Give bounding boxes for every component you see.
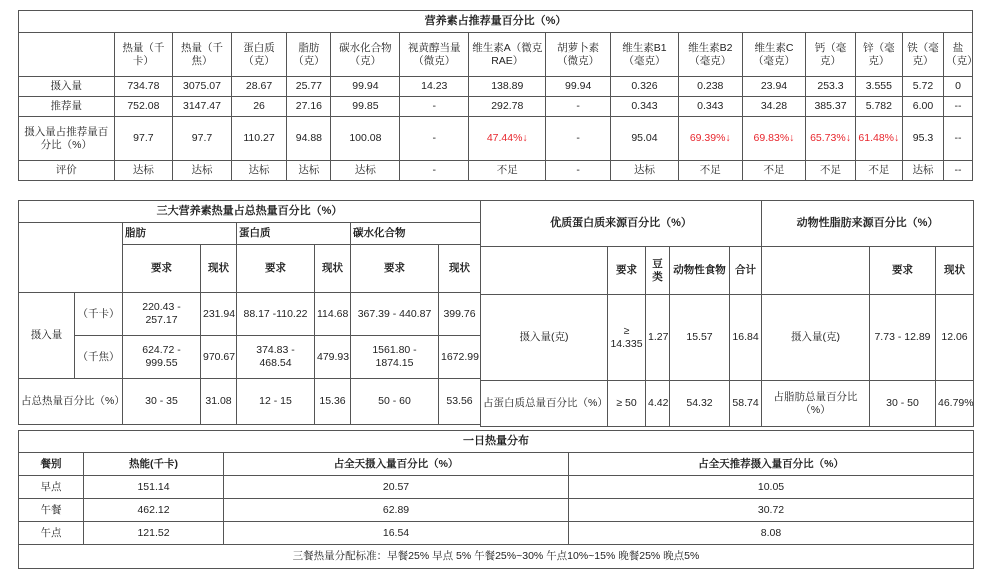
table-cell: 110.27: [231, 117, 287, 161]
table-cell: 95.3: [902, 117, 943, 161]
column-header: 盐（克）: [944, 33, 973, 77]
table-cell: 88.17 -110.22: [237, 293, 315, 336]
table-cell: 12.06: [936, 295, 974, 381]
table-cell: 达标: [902, 161, 943, 181]
column-header: 热量（千卡）: [114, 33, 173, 77]
header-energy: 热能(千卡): [84, 453, 224, 476]
table-cell: 4.42: [646, 381, 670, 427]
column-header: 胡萝卜素（微克）: [546, 33, 611, 77]
table-cell: 46.79%: [936, 381, 974, 427]
table-cell: 734.78: [114, 77, 173, 97]
table4-corner: [762, 247, 870, 295]
table3-title: 优质蛋白质来源百分比（%）: [481, 201, 762, 247]
table-cell: 69.39%↓: [678, 117, 742, 161]
table-row: [19, 499, 974, 522]
table-cell: -: [400, 117, 469, 161]
header-recommended-pct: 占全天推荐摄入量百分比（%）: [569, 453, 974, 476]
table-cell: 30 - 35: [123, 379, 201, 425]
table2-title: 三大营养素热量占总热量百分比（%）: [19, 201, 481, 223]
table-cell: 10.05: [569, 476, 974, 499]
table-cell: 99.85: [331, 97, 400, 117]
table-cell: 26: [231, 97, 287, 117]
header-beans: 豆类: [646, 247, 670, 295]
table-cell: 达标: [231, 161, 287, 181]
header-total: 合计: [730, 247, 762, 295]
table-cell: 达标: [173, 161, 232, 181]
table-cell: 752.08: [114, 97, 173, 117]
table-cell: 0: [944, 77, 973, 97]
table-cell: 367.39 - 440.87: [351, 293, 439, 336]
table-cell: 3075.07: [173, 77, 232, 97]
table-cell: 34.28: [742, 97, 806, 117]
kj-label: （千焦）: [75, 336, 123, 379]
column-header: 热量（千焦）: [173, 33, 232, 77]
table1-corner: [19, 33, 115, 77]
table-cell: 30.72: [569, 499, 974, 522]
header-animal: 动物性食物: [670, 247, 730, 295]
table-cell: 0.326: [611, 77, 679, 97]
table-cell: 97.7: [173, 117, 232, 161]
table-row: [19, 97, 973, 117]
header-cur: 现状: [439, 245, 481, 293]
table-cell: ≥ 50: [608, 381, 646, 427]
row-label: 摄入量: [19, 77, 115, 97]
table-cell: ≥ 14.335: [608, 295, 646, 381]
meal-name: 早点: [19, 476, 84, 499]
table-cell: 0.238: [678, 77, 742, 97]
table2-corner: [19, 223, 123, 293]
table-cell: 1.27: [646, 295, 670, 381]
column-header: 视黄醇当量（微克）: [400, 33, 469, 77]
column-header: 蛋白质（克）: [231, 33, 287, 77]
distribution-note: 三餐热量分配标准：早餐25% 早点 5% 午餐25%~30% 午点10%~15% 晚餐25% 晚点5%: [19, 545, 974, 569]
table-row: [19, 117, 973, 161]
table4-title: 动物性脂肪来源百分比（%）: [762, 201, 974, 247]
table-cell: 达标: [611, 161, 679, 181]
header-req: 要求: [237, 245, 315, 293]
table-cell: 462.12: [84, 499, 224, 522]
table-cell: 0.343: [678, 97, 742, 117]
table-row: [19, 161, 973, 181]
table-cell: 220.43 - 257.17: [123, 293, 201, 336]
row-label: 评价: [19, 161, 115, 181]
macronutrient-energy-table: [18, 200, 481, 425]
table-cell: 95.04: [611, 117, 679, 161]
table-cell: 1561.80 - 1874.15: [351, 336, 439, 379]
table-cell: 47.44%↓: [469, 117, 546, 161]
header-cur: 现状: [315, 245, 351, 293]
column-header: 维生素C（毫克）: [742, 33, 806, 77]
table-cell: 达标: [114, 161, 173, 181]
table-cell: 253.3: [806, 77, 855, 97]
quality-protein-table: [480, 200, 762, 427]
table-cell: 12 - 15: [237, 379, 315, 425]
column-header: 维生素B2（毫克）: [678, 33, 742, 77]
table-cell: 28.67: [231, 77, 287, 97]
header-meal: 餐别: [19, 453, 84, 476]
column-header: 脂肪（克）: [287, 33, 331, 77]
table-cell: 624.72 - 999.55: [123, 336, 201, 379]
table-cell: --: [944, 117, 973, 161]
table-cell: --: [944, 97, 973, 117]
pct-label: 占蛋白质总量百分比（%）: [481, 381, 608, 427]
table-cell: -: [546, 161, 611, 181]
table-cell: 0.343: [611, 97, 679, 117]
table-cell: 27.16: [287, 97, 331, 117]
table-cell: -: [546, 97, 611, 117]
table-cell: 114.68: [315, 293, 351, 336]
table-cell: 不足: [855, 161, 902, 181]
row-label: 摄入量占推荐量百分比（%）: [19, 117, 115, 161]
intake-label: 摄入量(克): [481, 295, 608, 381]
table-cell: 292.78: [469, 97, 546, 117]
group-carbs: 碳水化合物: [351, 223, 481, 245]
column-header: 铁（毫克）: [902, 33, 943, 77]
table-cell: 99.94: [546, 77, 611, 97]
table-cell: 15.36: [315, 379, 351, 425]
row-label: 推荐量: [19, 97, 115, 117]
table-cell: -: [400, 161, 469, 181]
table-cell: 不足: [742, 161, 806, 181]
table-cell: 5.782: [855, 97, 902, 117]
table-cell: 970.67: [201, 336, 237, 379]
table3-corner: [481, 247, 608, 295]
pct-label: 占脂肪总量百分比（%）: [762, 381, 870, 427]
table-cell: 121.52: [84, 522, 224, 545]
table-cell: -: [546, 117, 611, 161]
table-cell: 479.93: [315, 336, 351, 379]
table-cell: 14.23: [400, 77, 469, 97]
table-cell: --: [944, 161, 973, 181]
header-cur: 现状: [936, 247, 974, 295]
table-cell: 1672.99: [439, 336, 481, 379]
nutrient-recommendation-table: [18, 10, 978, 181]
table-cell: 151.14: [84, 476, 224, 499]
table-cell: 399.76: [439, 293, 481, 336]
table5-title: 一日热量分布: [19, 431, 974, 453]
group-protein: 蛋白质: [237, 223, 351, 245]
table-cell: 58.74: [730, 381, 762, 427]
table-cell: 61.48%↓: [855, 117, 902, 161]
header-req: 要求: [123, 245, 201, 293]
table-cell: 16.54: [224, 522, 569, 545]
table-cell: 231.94: [201, 293, 237, 336]
group-fat: 脂肪: [123, 223, 237, 245]
table-row: [19, 522, 974, 545]
table-cell: 65.73%↓: [806, 117, 855, 161]
table-cell: 5.72: [902, 77, 943, 97]
table-cell: 3.555: [855, 77, 902, 97]
header-req: 要求: [351, 245, 439, 293]
meal-name: 午点: [19, 522, 84, 545]
table-cell: 374.83 - 468.54: [237, 336, 315, 379]
header-cur: 现状: [201, 245, 237, 293]
table-cell: 62.89: [224, 499, 569, 522]
table-cell: 97.7: [114, 117, 173, 161]
table-cell: 99.94: [331, 77, 400, 97]
table-cell: 15.57: [670, 295, 730, 381]
column-header: 钙（毫克）: [806, 33, 855, 77]
table-cell: 8.08: [569, 522, 974, 545]
header-intake-pct: 占全天摄入量百分比（%）: [224, 453, 569, 476]
table-cell: 不足: [469, 161, 546, 181]
kcal-label: （千卡）: [75, 293, 123, 336]
meal-name: 午餐: [19, 499, 84, 522]
table-cell: 3147.47: [173, 97, 232, 117]
daily-energy-distribution-table: [18, 430, 974, 569]
table-cell: 不足: [678, 161, 742, 181]
table-cell: 54.32: [670, 381, 730, 427]
intake-label: 摄入量: [19, 293, 75, 379]
table-cell: 不足: [806, 161, 855, 181]
table-cell: 6.00: [902, 97, 943, 117]
table-cell: 100.08: [331, 117, 400, 161]
header-req: 要求: [870, 247, 936, 295]
column-header: 维生素B1（毫克）: [611, 33, 679, 77]
table-cell: 20.57: [224, 476, 569, 499]
table-cell: 7.73 - 12.89: [870, 295, 936, 381]
table-cell: 23.94: [742, 77, 806, 97]
table-cell: 31.08: [201, 379, 237, 425]
column-header: 碳水化合物（克）: [331, 33, 400, 77]
table-cell: 138.89: [469, 77, 546, 97]
table-cell: 达标: [287, 161, 331, 181]
intake-label: 摄入量(克): [762, 295, 870, 381]
table-cell: 25.77: [287, 77, 331, 97]
table-cell: -: [400, 97, 469, 117]
column-header: 锌（毫克）: [855, 33, 902, 77]
animal-fat-table: [761, 200, 974, 427]
table-row: [19, 77, 973, 97]
table-cell: 30 - 50: [870, 381, 936, 427]
table-cell: 53.56: [439, 379, 481, 425]
column-header: 维生素A（微克RAE）: [469, 33, 546, 77]
table-cell: 385.37: [806, 97, 855, 117]
table1-title: 营养素占推荐量百分比（%）: [19, 11, 973, 33]
table-cell: 94.88: [287, 117, 331, 161]
table-cell: 69.83%↓: [742, 117, 806, 161]
header-req: 要求: [608, 247, 646, 295]
table-cell: 50 - 60: [351, 379, 439, 425]
table-cell: 16.84: [730, 295, 762, 381]
pct-label: 占总热量百分比（%）: [19, 379, 123, 425]
table-row: [19, 476, 974, 499]
table-cell: 达标: [331, 161, 400, 181]
